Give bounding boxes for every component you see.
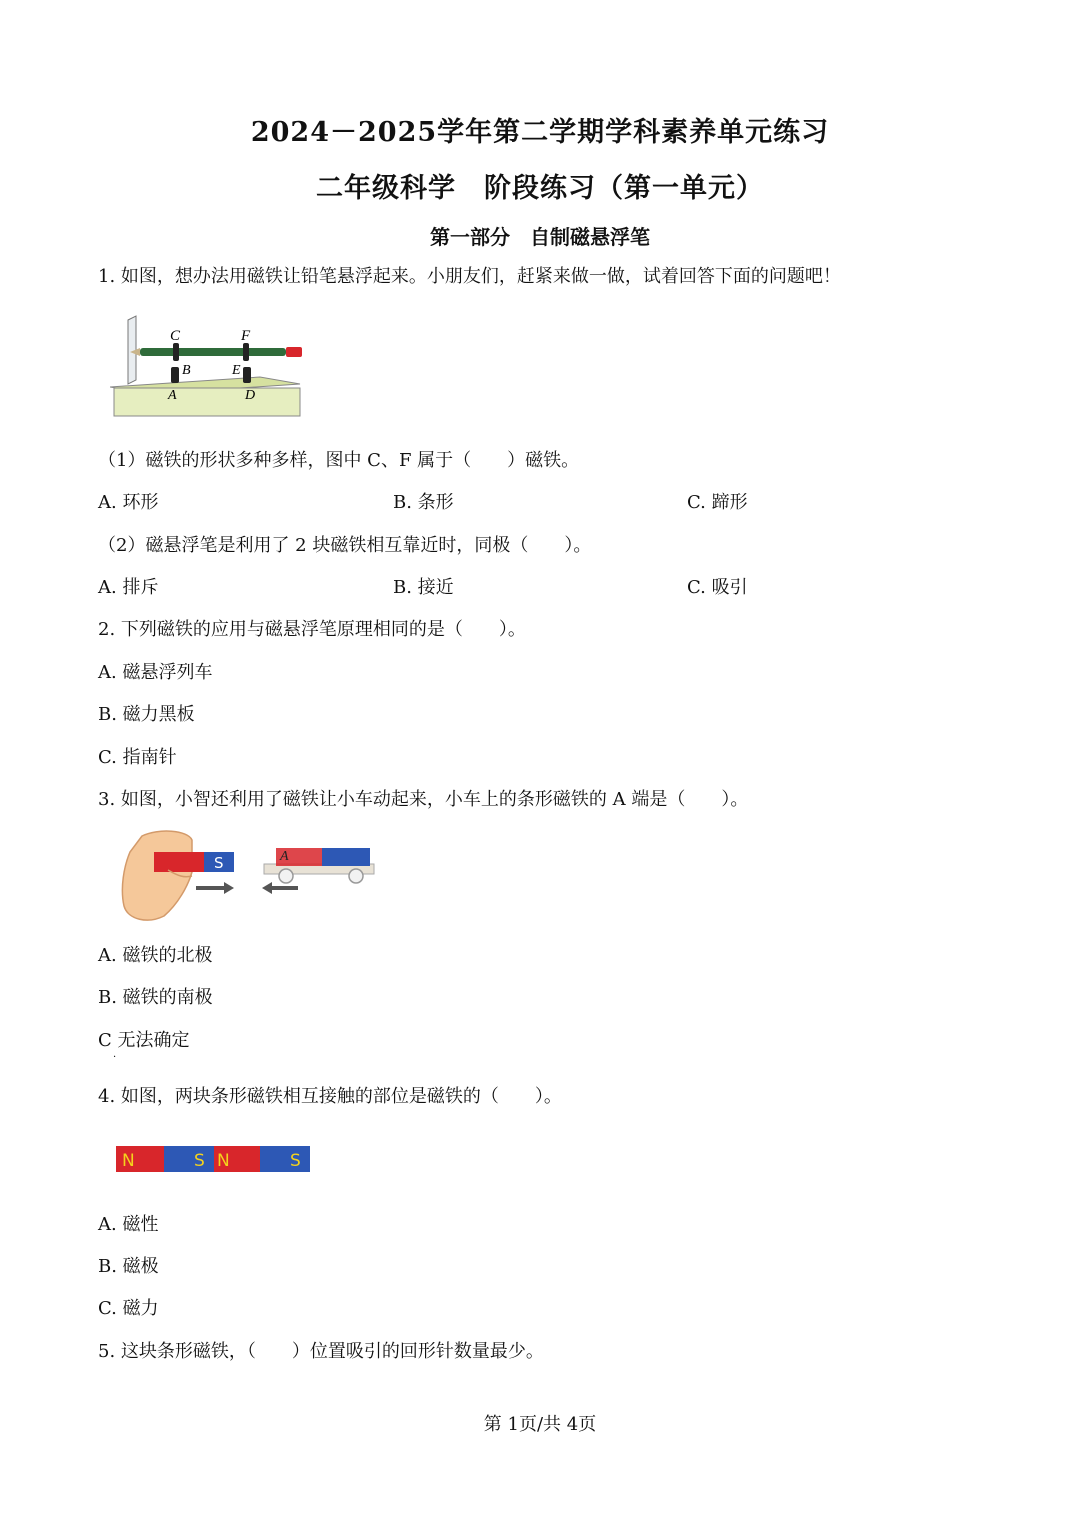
stray-dot: · <box>113 1052 117 1063</box>
page-title: 2024－2025学年第二学期学科素养单元练习 <box>250 117 830 148</box>
question-5-stem: 5. 这块条形磁铁，（ ）位置吸引的回形针数量最少。 <box>98 1341 544 1362</box>
q1-ring-magnet-f <box>243 343 249 361</box>
page-number: 第 1页/共 4页 <box>483 1414 597 1435</box>
q4-label-n1: N <box>122 1151 135 1171</box>
question-4-stem: 4. 如图，两块条形磁铁相互接触的部位是磁铁的（ ）。 <box>98 1086 562 1107</box>
question-3-stem: 3. 如图，小智还利用了磁铁让小车动起来，小车上的条形磁铁的 A 端是（ ）。 <box>98 789 749 810</box>
q3-option-b[interactable]: B. 磁铁的南极 <box>98 987 213 1008</box>
q3-option-c[interactable]: C 无法确定 <box>98 1030 190 1051</box>
q1-label-b: B <box>182 363 191 378</box>
q1-pencil-body <box>140 348 286 356</box>
q3-car-wheel-right <box>349 869 363 883</box>
q4-two-magnets-figure <box>116 1144 312 1174</box>
q2-option-c[interactable]: C. 指南针 <box>98 747 177 768</box>
q1-2-option-a[interactable]: A. 排斥 <box>98 577 159 598</box>
q1-levitating-pencil-figure <box>110 312 310 422</box>
q1-label-a: A <box>168 388 177 403</box>
q1-label-c: C <box>170 328 181 344</box>
q4-magnet1-south <box>164 1146 214 1172</box>
q3-car-wheel-left <box>279 869 293 883</box>
q3-label-s: S <box>214 854 224 872</box>
q1-ring-magnet-b <box>171 367 179 383</box>
q4-option-a[interactable]: A. 磁性 <box>98 1214 159 1235</box>
q4-magnet2-south <box>260 1146 310 1172</box>
q1-label-d: D <box>245 388 256 403</box>
q1-ring-magnet-e <box>243 367 251 383</box>
question-2-stem: 2. 下列磁铁的应用与磁悬浮笔原理相同的是（ ）。 <box>98 619 526 640</box>
q1-1-option-c[interactable]: C. 蹄形 <box>687 492 748 513</box>
q4-label-s2: S <box>290 1151 301 1171</box>
q3-car-magnet-blue <box>322 848 370 866</box>
section-title: 第一部分 自制磁悬浮笔 <box>430 225 650 249</box>
q3-option-a[interactable]: A. 磁铁的北极 <box>98 945 213 966</box>
page-subtitle: 二年级科学 阶段练习（第一单元） <box>316 173 764 204</box>
q1-label-f: F <box>241 328 251 344</box>
q1-1-option-b[interactable]: B. 条形 <box>393 492 454 513</box>
q2-option-a[interactable]: A. 磁悬浮列车 <box>98 662 213 683</box>
q1-label-e: E <box>232 363 241 378</box>
q1-glass-plate <box>128 316 136 384</box>
q4-label-n2: N <box>217 1151 230 1171</box>
q3-hand-magnet-red <box>154 852 204 872</box>
q3-arrow-right-head <box>224 882 234 894</box>
question-1-stem: 1. 如图，想办法用磁铁让铅笔悬浮起来。小朋友们，赶紧来做一做，试着回答下面的问题吧！ <box>98 266 841 287</box>
q1-1-option-a[interactable]: A. 环形 <box>98 492 159 513</box>
q1-pencil-eraser <box>286 347 302 357</box>
q4-option-b[interactable]: B. 磁极 <box>98 1256 159 1277</box>
question-1-1-stem: （1）磁铁的形状多种多样，图中 C、F 属于（ ）磁铁。 <box>98 450 580 471</box>
q4-option-c[interactable]: C. 磁力 <box>98 1298 159 1319</box>
question-1-2-stem: （2）磁悬浮笔是利用了 2 块磁铁相互靠近时，同极（ ）。 <box>98 535 592 556</box>
q1-2-option-c[interactable]: C. 吸引 <box>687 577 748 598</box>
q3-magnet-car-figure <box>118 826 380 926</box>
q3-label-a: A <box>280 849 289 864</box>
q1-2-option-b[interactable]: B. 接近 <box>393 577 454 598</box>
q4-label-s1: S <box>194 1151 205 1171</box>
q1-base-front <box>114 388 300 416</box>
q2-option-b[interactable]: B. 磁力黑板 <box>98 704 195 725</box>
q1-ring-magnet-c <box>173 343 179 361</box>
q3-arrow-left-head <box>262 882 272 894</box>
